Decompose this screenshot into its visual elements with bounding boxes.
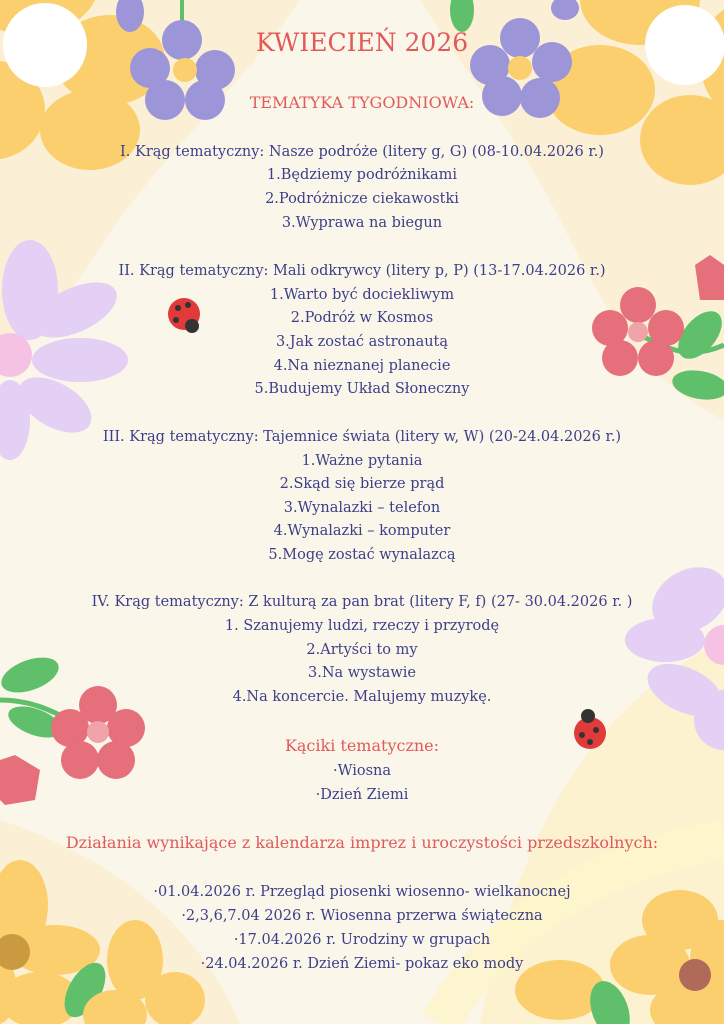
theme-item: 3.Wyprawa na biegun (281, 215, 443, 231)
theme-item: 1.Warto być dociekliwym (269, 287, 455, 303)
event-item: ·17.04.2026 r. Urodziny w grupach (233, 932, 491, 948)
theme-block-header: IV. Krąg tematyczny: Z kulturą za pan brat (litery F, f) (27- 30.04.2026 r. ) (91, 594, 633, 610)
theme-item: 2.Artyści to my (306, 642, 418, 658)
theme-item: 2.Podróż w Kosmos (290, 310, 434, 326)
theme-item: 4.Na koncercie. Malujemy muzykę. (232, 689, 492, 705)
theme-item: 3.Wynalazki – telefon (283, 500, 441, 516)
theme-corners-heading: Kąciki tematyczne: (284, 736, 440, 755)
weekly-themes-heading: TEMATYKA TYGODNIOWA: (249, 93, 475, 112)
theme-item: 2.Skąd się bierze prąd (279, 476, 445, 492)
theme-block-header: III. Krąg tematyczny: Tajemnice świata (litery w, W) (20-24.04.2026 r.) (102, 429, 622, 445)
theme-item: 3.Na wystawie (308, 665, 416, 681)
theme-item: 5.Budujemy Układ Słoneczny (254, 381, 470, 397)
corner-item: ·Dzień Ziemi (315, 787, 409, 803)
theme-item: 5.Mogę zostać wynalazcą (268, 547, 456, 563)
event-item: ·2,3,6,7.04 2026 r. Wiosenna przerwa świąteczna (181, 908, 543, 924)
theme-item: 4.Wynalazki – komputer (273, 523, 451, 539)
theme-item: 4.Na nieznanej planecie (273, 358, 451, 374)
theme-block-header: I. Krąg tematyczny: Nasze podróże (litery g, G) (08-10.04.2026 r.) (120, 144, 604, 160)
event-item: ·01.04.2026 r. Przegląd piosenki wiosenno- wielkanocnej (153, 884, 571, 900)
theme-block-header: II. Krąg tematyczny: Mali odkrywcy (litery p, P) (13-17.04.2026 r.) (118, 263, 606, 279)
event-item: ·24.04.2026 r. Dzień Ziemi- pokaz eko mody (200, 956, 524, 972)
corner-item: ·Wiosna (332, 763, 392, 779)
theme-item: 1. Szanujemy ludzi, rzeczy i przyrodę (224, 618, 500, 634)
page-title: KWIECIEŃ 2026 (255, 28, 469, 57)
theme-item: 2.Podróżnicze ciekawostki (265, 191, 459, 207)
theme-item: 1.Ważne pytania (301, 453, 423, 469)
events-heading: Działania wynikające z kalendarza imprez i uroczystości przedszkolnych: (65, 833, 659, 852)
theme-item: 3.Jak zostać astronautą (275, 334, 449, 350)
theme-item: 1.Będziemy podróżnikami (266, 167, 458, 183)
